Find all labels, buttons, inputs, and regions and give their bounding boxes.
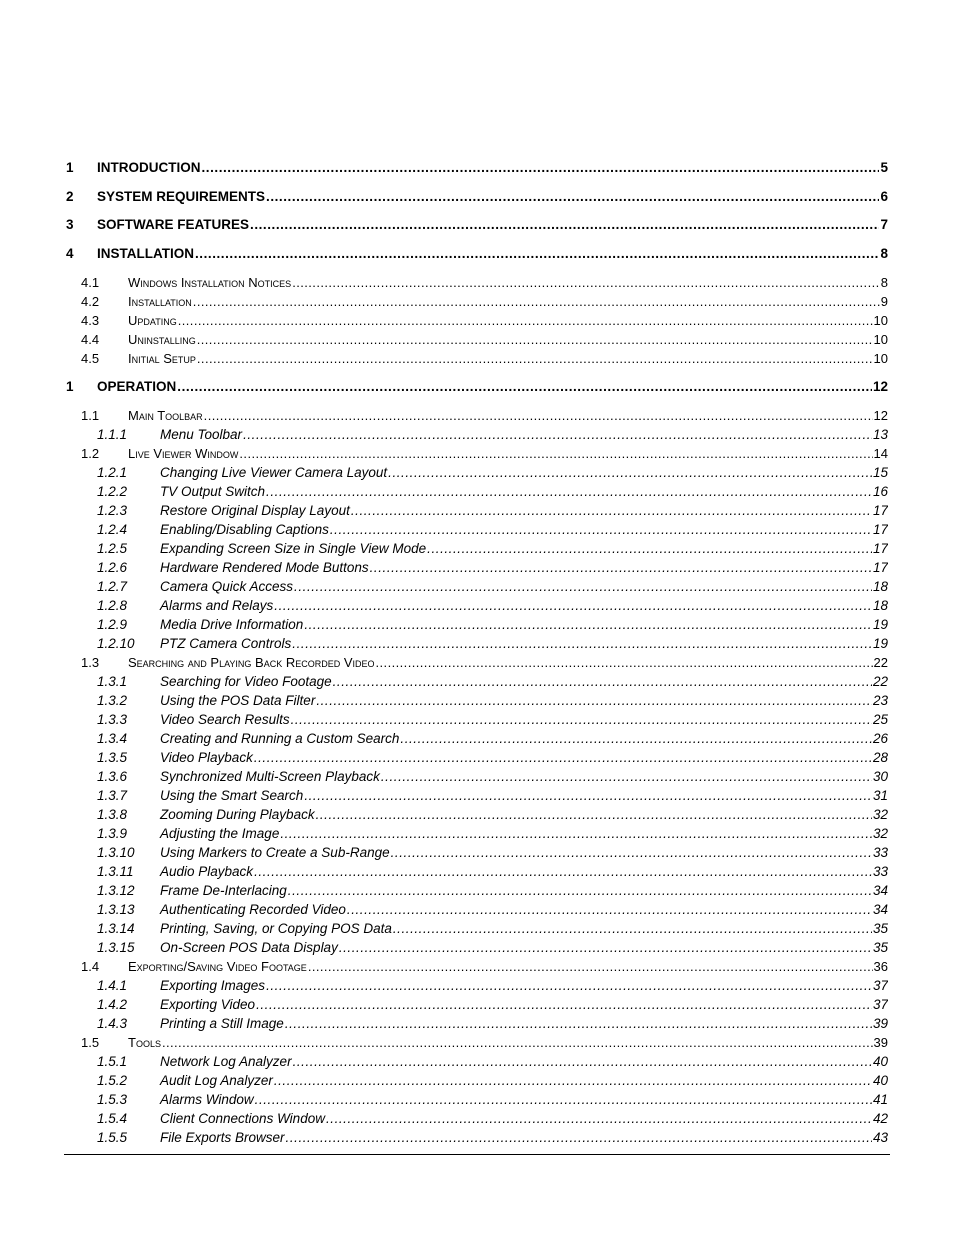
toc-entry-number: 1.2.9 [97, 617, 128, 632]
dot-leader [294, 578, 872, 595]
toc-entry-number: 4.5 [81, 350, 100, 366]
toc-entry-page: 19 [872, 636, 888, 651]
toc-entry-page: 40 [872, 1054, 888, 1069]
dot-leader [391, 844, 872, 861]
toc-entry-title: Enabling/Disabling Captions [160, 522, 329, 537]
toc-entry-number: 3 [66, 217, 74, 232]
toc-entry-title: Video Search Results [160, 712, 290, 727]
toc-entry-number: 1.5 [81, 1035, 100, 1050]
toc-entry[interactable] [66, 614, 888, 633]
toc-entry-title: Using the Smart Search [160, 788, 304, 803]
toc-entry-number: 4.1 [81, 274, 100, 290]
dot-leader [347, 901, 872, 918]
toc-entry-number: 1.5.3 [97, 1092, 128, 1107]
toc-entry-page: 5 [880, 160, 888, 175]
toc-entry-title: SYSTEM REQUIREMENTS [97, 188, 266, 204]
toc-entry-title: Creating and Running a Custom Search [160, 731, 400, 746]
dot-leader [193, 293, 880, 310]
toc-entry[interactable] [66, 243, 888, 262]
toc-entry-number: 1 [66, 379, 74, 394]
toc-entry-title: Synchronized Multi-Screen Playback [160, 769, 380, 784]
footer-rule [64, 1154, 890, 1155]
toc-entry[interactable] [66, 519, 888, 538]
toc-entry-number: 1.3.5 [97, 750, 128, 765]
dot-leader [255, 1091, 872, 1108]
toc-entry-number: 1.3.2 [97, 693, 128, 708]
toc-entry[interactable] [66, 956, 888, 975]
toc-entry[interactable] [66, 842, 888, 861]
dot-leader [351, 502, 872, 519]
dot-leader [204, 407, 873, 424]
toc-entry-number: 1.2.2 [97, 484, 128, 499]
toc-entry-number: 2 [66, 188, 74, 204]
toc-entry-title: Zooming During Playback [160, 807, 315, 822]
toc-entry[interactable] [66, 348, 888, 367]
toc-entry-title: Exporting Images [160, 978, 266, 993]
toc-entry-number: 1.3.6 [97, 769, 128, 784]
toc-entry-page: 37 [872, 997, 888, 1012]
toc-entry[interactable] [66, 1051, 888, 1070]
toc-entry-page: 6 [880, 188, 888, 204]
dot-leader [195, 245, 879, 262]
toc-entry-page: 42 [872, 1111, 888, 1126]
dot-leader [316, 806, 872, 823]
dot-leader [254, 863, 872, 880]
toc-entry-number: 1.4.1 [97, 978, 128, 993]
toc-entry-title: Uninstalling [128, 331, 196, 347]
toc-entry-page: 31 [872, 788, 888, 803]
toc-entry-title: Installation [128, 293, 192, 309]
toc-entry-number: 1.3.8 [97, 807, 128, 822]
dot-leader [266, 483, 872, 500]
toc-entry-page: 34 [872, 902, 888, 917]
toc-entry[interactable] [66, 785, 888, 804]
toc-entry-number: 1.2.4 [97, 522, 128, 537]
toc-entry-number: 1.3.15 [97, 940, 135, 955]
toc-entry-number: 1.2.5 [97, 541, 128, 556]
toc-entry-page: 12 [873, 408, 888, 423]
dot-leader [400, 730, 872, 747]
toc-entry-page: 17 [872, 522, 888, 537]
toc-entry-title: TV Output Switch [160, 484, 266, 499]
toc-entry-number: 1.3.1 [97, 674, 128, 689]
toc-entry[interactable] [66, 1070, 888, 1089]
dot-leader [292, 635, 872, 652]
toc-entry-number: 1.2.8 [97, 598, 128, 613]
dot-leader [293, 1053, 872, 1070]
toc-entry-page: 12 [872, 379, 888, 394]
toc-entry-title: Tools [128, 1035, 161, 1050]
toc-entry-title: SOFTWARE FEATURES [97, 217, 250, 232]
toc-entry-page: 22 [873, 655, 888, 670]
dot-leader [239, 445, 872, 462]
toc-entry-page: 32 [872, 807, 888, 822]
toc-entry-title: Authenticating Recorded Video [160, 902, 346, 917]
dot-leader [254, 749, 872, 766]
dot-leader [197, 331, 873, 348]
dot-leader [288, 882, 872, 899]
toc-entry-title: Audio Playback [160, 864, 254, 879]
toc-entry-title: Restore Original Display Layout [160, 503, 350, 518]
dot-leader [266, 977, 872, 994]
toc-entry-number: 1.5.5 [97, 1130, 128, 1145]
toc-entry-page: 37 [872, 978, 888, 993]
toc-entry[interactable] [66, 766, 888, 785]
toc-entry[interactable] [66, 1089, 888, 1108]
toc-entry-title: Initial Setup [128, 350, 196, 366]
toc-entry[interactable] [66, 500, 888, 519]
toc-entry-title: Menu Toolbar [160, 427, 243, 442]
toc-entry-number: 1.3.10 [97, 845, 135, 860]
toc-entry-title: Printing a Still Image [160, 1016, 284, 1031]
dot-leader [370, 559, 872, 576]
toc-entry-number: 1.5.4 [97, 1111, 128, 1126]
toc-entry[interactable] [66, 557, 888, 576]
toc-entry-title: Expanding Screen Size in Single View Mode [160, 541, 427, 556]
toc-entry[interactable] [66, 272, 888, 291]
toc-entry[interactable] [66, 728, 888, 747]
toc-entry-page: 35 [872, 921, 888, 936]
toc-entry-number: 1.3.3 [97, 712, 128, 727]
toc-entry-title: PTZ Camera Controls [160, 636, 292, 651]
toc-entry-number: 1.3.12 [97, 883, 135, 898]
toc-entry[interactable] [66, 462, 888, 481]
toc-entry-page: 34 [872, 883, 888, 898]
toc-entry-number: 1.2.6 [97, 560, 128, 575]
toc-entry-title: Alarms and Relays [160, 598, 274, 613]
toc-entry[interactable] [66, 291, 888, 310]
toc-entry-page: 10 [873, 331, 888, 347]
toc-entry-title: Printing, Saving, or Copying POS Data [160, 921, 392, 936]
toc-entry-number: 1.2.10 [97, 636, 135, 651]
toc-entry-page: 43 [872, 1130, 888, 1145]
dot-leader [197, 350, 873, 367]
dot-leader [330, 521, 872, 538]
toc-entry-page: 36 [873, 959, 888, 974]
toc-entry[interactable] [66, 899, 888, 918]
toc-entry-number: 1.3.11 [97, 864, 134, 879]
toc-entry-page: 18 [872, 579, 888, 594]
toc-entry-number: 4.4 [81, 331, 100, 347]
toc-entry[interactable] [66, 1108, 888, 1127]
toc-entry-title: File Exports Browser [160, 1130, 285, 1145]
dot-leader [388, 464, 872, 481]
toc-entry[interactable] [66, 804, 888, 823]
toc-entry-page: 19 [872, 617, 888, 632]
toc-entry[interactable] [66, 747, 888, 766]
toc-entry-title: Media Drive Information [160, 617, 304, 632]
toc-entry[interactable] [66, 671, 888, 690]
toc-entry[interactable] [66, 918, 888, 937]
toc-entry-number: 1.5.2 [97, 1073, 128, 1088]
toc-entry-page: 7 [880, 217, 888, 232]
toc-entry-title: Exporting Video [160, 997, 256, 1012]
toc-entry-number: 1.1 [81, 408, 100, 423]
toc-entry-page: 41 [872, 1092, 888, 1107]
dot-leader [393, 920, 872, 937]
toc-entry-page: 39 [873, 1035, 888, 1050]
toc-entry-title: OPERATION [97, 379, 177, 394]
toc-entry-title: Using the POS Data Filter [160, 693, 316, 708]
dot-leader [202, 159, 880, 176]
dot-leader [316, 692, 872, 709]
toc-entry-page: 39 [872, 1016, 888, 1031]
toc-entry[interactable] [66, 1013, 888, 1032]
toc-entry-page: 13 [872, 427, 888, 442]
toc-entry[interactable] [66, 823, 888, 842]
dot-leader [326, 1110, 872, 1127]
toc-entry[interactable] [66, 595, 888, 614]
toc-entry[interactable] [66, 310, 888, 329]
toc-entry-number: 1.2.3 [97, 503, 128, 518]
toc-entry-page: 26 [872, 731, 888, 746]
toc-entry[interactable] [66, 376, 888, 395]
toc-entry-number: 1.2 [81, 446, 100, 461]
toc-entry[interactable] [66, 861, 888, 880]
toc-entry-page: 10 [873, 312, 888, 328]
toc-entry-number: 1.4.3 [97, 1016, 128, 1031]
toc-entry-title: Main Toolbar [128, 408, 203, 423]
toc-entry-page: 17 [872, 560, 888, 575]
toc-entry-number: 1.3.14 [97, 921, 135, 936]
toc-entry-page: 8 [880, 274, 888, 290]
toc-entry[interactable] [66, 652, 888, 671]
toc-entry-page: 30 [872, 769, 888, 784]
toc-entry-number: 1.3 [81, 655, 100, 670]
toc-entry[interactable] [66, 690, 888, 709]
toc-entry-page: 8 [880, 245, 888, 261]
dot-leader [256, 996, 872, 1013]
toc-entry-page: 33 [872, 864, 888, 879]
dot-leader [291, 711, 872, 728]
toc-entry-number: 1 [66, 160, 74, 175]
toc-entry-page: 17 [872, 503, 888, 518]
toc-entry-number: 1.2.1 [97, 465, 128, 480]
toc-entry[interactable] [66, 937, 888, 956]
toc-entry-page: 16 [872, 484, 888, 499]
toc-entry[interactable] [66, 157, 888, 176]
dot-leader [266, 188, 879, 205]
dot-leader [304, 787, 872, 804]
dot-leader [308, 958, 873, 975]
dot-leader [250, 216, 879, 233]
toc-entry[interactable] [66, 1032, 888, 1051]
toc-entry-page: 28 [872, 750, 888, 765]
toc-entry-page: 35 [872, 940, 888, 955]
toc-entry[interactable] [66, 538, 888, 557]
toc-entry-title: Updating [128, 312, 177, 328]
toc-entry[interactable] [66, 994, 888, 1013]
toc-entry-page: 32 [872, 826, 888, 841]
toc-entry[interactable] [66, 576, 888, 595]
toc-entry-title: Network Log Analyzer [160, 1054, 292, 1069]
toc-entry-title: Camera Quick Access [160, 579, 294, 594]
toc-entry-number: 4.3 [81, 312, 100, 328]
dot-leader [339, 939, 872, 956]
toc-entry[interactable] [66, 329, 888, 348]
dot-leader [304, 616, 872, 633]
toc-entry-page: 22 [872, 674, 888, 689]
dot-leader [162, 1034, 873, 1051]
dot-leader [274, 1072, 872, 1089]
toc-entry-title: Exporting/Saving Video Footage [128, 959, 307, 974]
toc-entry-number: 1.4 [81, 959, 100, 974]
dot-leader [280, 825, 872, 842]
dot-leader [292, 274, 880, 291]
toc-entry-title: On-Screen POS Data Display [160, 940, 338, 955]
toc-entry-page: 9 [880, 293, 888, 309]
toc-entry[interactable] [66, 405, 888, 424]
toc-entry-page: 18 [872, 598, 888, 613]
dot-leader [427, 540, 872, 557]
toc-entry-title: Alarms Window [160, 1092, 254, 1107]
dot-leader [243, 426, 872, 443]
toc-entry-page: 10 [873, 350, 888, 366]
toc-entry-number: 1.5.1 [97, 1054, 128, 1069]
toc-entry[interactable] [66, 709, 888, 728]
toc-entry[interactable] [66, 186, 888, 205]
toc-entry-title: Live Viewer Window [128, 446, 239, 461]
dot-leader [177, 378, 872, 395]
toc-entry[interactable] [66, 214, 888, 233]
toc-entry-number: 1.3.4 [97, 731, 128, 746]
toc-entry-page: 23 [872, 693, 888, 708]
toc-entry-title: Video Playback [160, 750, 253, 765]
toc-entry-title: Hardware Rendered Mode Buttons [160, 560, 369, 575]
toc-entry-number: 1.2.7 [97, 579, 128, 594]
dot-leader [376, 654, 873, 671]
toc-entry-page: 40 [872, 1073, 888, 1088]
toc-entry-title: INSTALLATION [97, 245, 194, 261]
dot-leader [286, 1129, 872, 1146]
toc-entry-title: Client Connections Window [160, 1111, 325, 1126]
dot-leader [333, 673, 872, 690]
toc-entry[interactable] [66, 1127, 888, 1146]
toc-entry-number: 1.3.13 [97, 902, 135, 917]
toc-entry[interactable] [66, 975, 888, 994]
toc-entry-title: Searching for Video Footage [160, 674, 332, 689]
toc-entry-number: 4 [66, 245, 74, 261]
dot-leader [274, 597, 872, 614]
toc-entry-number: 1.3.9 [97, 826, 128, 841]
toc-entry-title: Searching and Playing Back Recorded Video [128, 655, 375, 670]
toc-entry[interactable] [66, 424, 888, 443]
dot-leader [381, 768, 872, 785]
toc-entry-page: 33 [872, 845, 888, 860]
toc-entry-number: 1.1.1 [97, 427, 128, 442]
toc-entry-number: 1.4.2 [97, 997, 128, 1012]
toc-entry-title: INTRODUCTION [97, 160, 201, 175]
toc-entry-number: 1.3.7 [97, 788, 128, 803]
toc-entry-title: Windows Installation Notices [128, 274, 292, 290]
toc-entry-number: 4.2 [81, 293, 100, 309]
toc-entry-page: 14 [873, 446, 888, 461]
toc-entry[interactable] [66, 443, 888, 462]
toc-entry-title: Using Markers to Create a Sub-Range [160, 845, 390, 860]
toc-entry[interactable] [66, 633, 888, 652]
toc-entry-title: Frame De-Interlacing [160, 883, 287, 898]
toc-entry-title: Changing Live Viewer Camera Layout [160, 465, 388, 480]
toc-entry-page: 17 [872, 541, 888, 556]
toc-entry-title: Adjusting the Image [160, 826, 280, 841]
toc-entry[interactable] [66, 880, 888, 899]
toc-entry[interactable] [66, 481, 888, 500]
dot-leader [285, 1015, 872, 1032]
toc-entry-page: 25 [872, 712, 888, 727]
toc-entry-title: Audit Log Analyzer [160, 1073, 273, 1088]
dot-leader [178, 312, 873, 329]
toc-entry-page: 15 [872, 465, 888, 480]
